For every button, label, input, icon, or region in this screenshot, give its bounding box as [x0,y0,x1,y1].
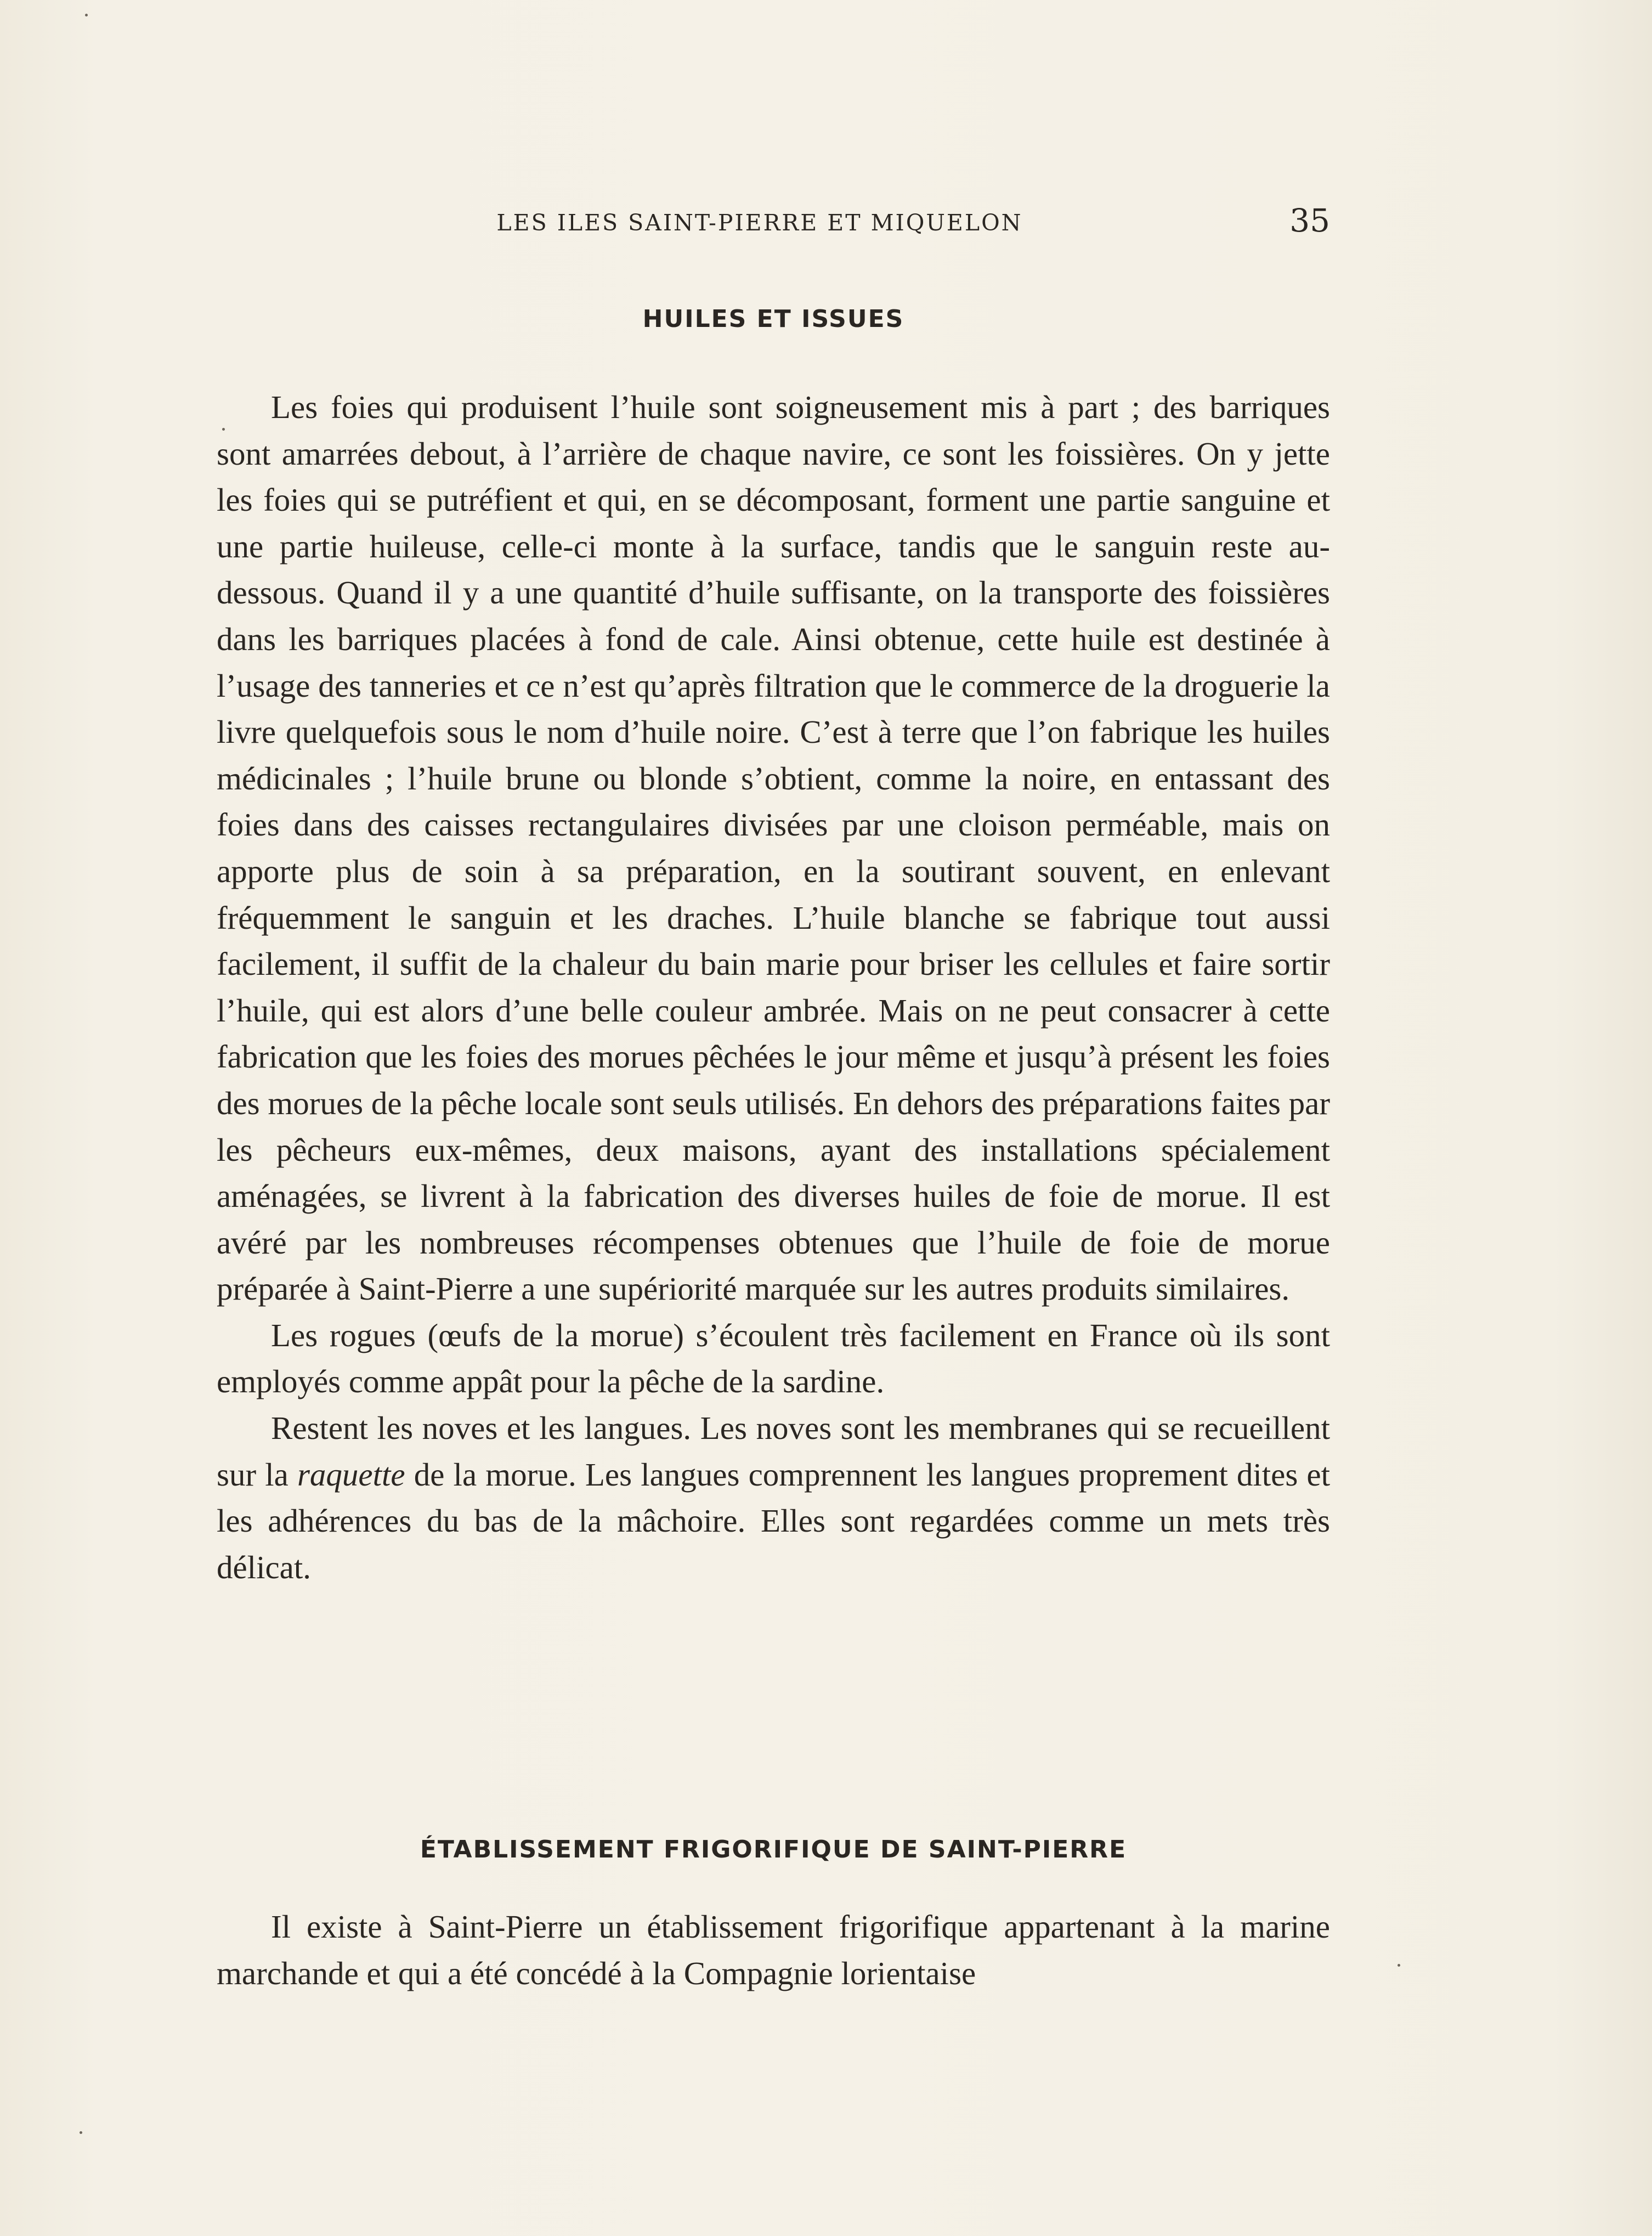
paper-speck [222,428,225,431]
section-heading-huiles: HUILES ET ISSUES [642,305,904,333]
paragraph-rogues: Les rogues (œufs de la morue) s’écoulent très facilement en France où ils sont employés comme appât pour la pêche de la sardine. [217,1317,1330,1400]
paragraph-foies: Les foies qui produisent l’huile sont soigneusement mis à part ; des barriques sont amarrées debout, à l’arrière de chaque navire, ce sont les foissières. On y jette les foies qui se putréfient et qui, en se décomposant, forment une partie sanguine et une partie huileuse, celle-ci monte à la surface, tandis que le sanguin reste au-dessous. Quand il y a une quantité d’huile suffisante, on la transporte des foissières dans les barriques placées à fond de cale. Ainsi obtenue, cette huile est destinée à l’usage des tanneries et ce n’est qu’après filtration que le commerce de la droguerie la livre quelquefois sous le nom d’huile noire. C’est à terre que l’on fabrique les huiles médicinales ; l’huile brune ou blonde s’obtient, comme la noire, en entassant des foies dans des caisses rectangulaires divisées par une cloison perméable, mais on apporte plus de soin à sa préparation, en la soutirant souvent, en enlevant fréquemment le sanguin et les draches. L’huile blanche se fabrique tout aussi facilement, il suffit de la chaleur du bain marie pour briser les cellules et faire sortir l’huile, qui est alors d’une belle couleur ambrée. Mais on ne peut consacrer à cette fabrication que les foies des morues pêchées le jour même et jusqu’à présent les foies des morues de la pêche locale sont seuls utilisés. En dehors des préparations faites par les pêcheurs eux-mêmes, deux maisons, ayant des installations spécialement aménagées, se livrent à la fabrication des diverses huiles de foie de morue. Il est avéré par les nombreuses récompenses obtenues que l’huile de foie de morue préparée à Saint-Pierre a une supériorité marquée sur les autres produits similaires. [217,389,1330,1307]
paragraph-noves [217,1405,1330,1590]
paragraph-noves-end: de la morue. Les langues comprennent les langues proprement dites et les adhérences du bas de la mâchoire. Elles sont regardées comme un mets très délicat. [217,1456,1330,1585]
running-header [217,202,1330,240]
section-body-frigorifique [217,1904,1330,1996]
paper-speck [85,14,88,16]
section-heading-frigorifique: ÉTABLISSEMENT FRIGORIFIQUE DE SAINT-PIERRE [420,1836,1127,1864]
italic-term-raquette: raquette [297,1456,405,1493]
paragraph-etablissement: Il existe à Saint-Pierre un établissement frigorifique appartenant à la marine marchande et qui a été concédé à la Compagnie lorientaise [217,1908,1330,1991]
paragraph-noves-start: Restent les noves et les langues. Les noves sont les membranes qui se recueillent sur la [217,1410,1330,1493]
paper-speck [80,2131,82,2134]
running-title: LES ILES SAINT-PIERRE ET MIQUELON [496,210,1023,236]
section-body-huiles [217,384,1330,1590]
page-number: 35 [1289,202,1330,239]
paper-speck [1398,1964,1400,1967]
